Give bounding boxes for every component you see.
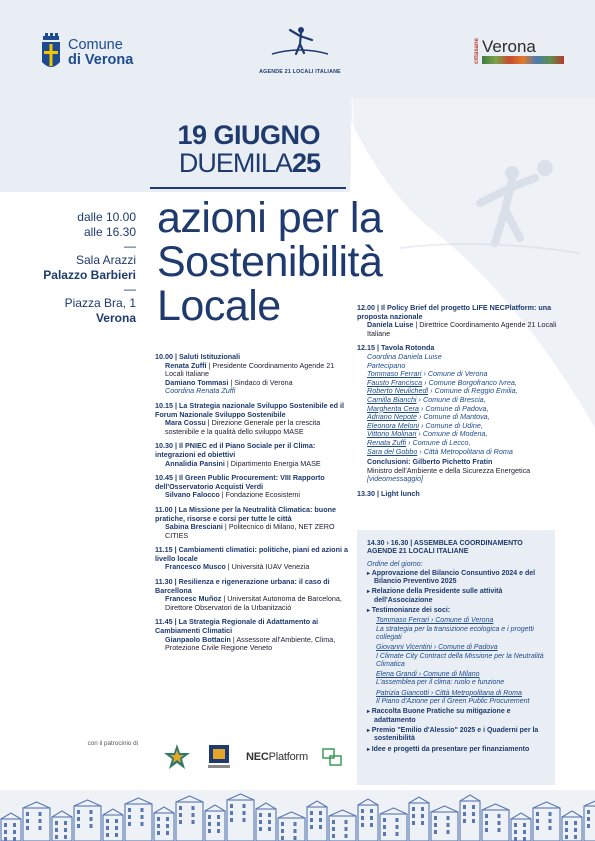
conclusions-role: Ministro dell'Ambiente e della Sicurezza Energetica [367, 465, 531, 475]
speaker-name: Mara Cossu [165, 418, 206, 428]
event-time: 10.00 [155, 352, 173, 361]
comune-logo [40, 32, 133, 74]
program-event [155, 474, 355, 500]
testimony-topic: I Climate City Contract della Missione per la Neutralità Climatica [376, 652, 544, 668]
verona-crest-icon [40, 32, 62, 74]
event-title: Il Policy Brief del progetto LIFE NECPlatform: una proposta nazionale [357, 303, 552, 321]
event-title: Resilienza e rigenerazione urbana: il caso di Barcellona [155, 577, 330, 595]
testimony-topic: La strategia per la transizione ecologica e i progetti collegati [376, 625, 534, 641]
divider: — [124, 282, 136, 296]
title-line1: azioni per la [157, 194, 383, 242]
event-heading: 12.15 | Tavola Rotonda [357, 343, 435, 353]
agenda-item: ▸ Raccolta Buone Pratiche su mitigazione e adattamento [367, 708, 545, 725]
title-line3: Locale [157, 282, 281, 330]
participant-city: Comune di Modena, [422, 429, 488, 439]
time-to [40, 225, 136, 240]
participant: Camilla Bianchi › Comune di Brescia, [367, 394, 486, 404]
testimony [367, 690, 545, 707]
policy-brief-event [357, 304, 557, 338]
verona-wordmark: Verona [482, 37, 536, 56]
event-time: 11.30 [155, 577, 173, 587]
participant: Tommaso Ferrari › Comune di Verona [367, 369, 488, 379]
speaker-name: Francesc Muñoz [165, 594, 222, 604]
event-time: 11.45 [155, 617, 173, 627]
event-heading: 11.45 | La Strategia Regionale di Adattamento ai Cambiamenti Climatici [155, 617, 319, 636]
necp-text-b: Platform [268, 751, 308, 763]
program-event [155, 578, 355, 612]
participant-name: Renata Zuffi [367, 437, 407, 447]
round-table-event [357, 344, 557, 484]
star-logo-icon [162, 742, 192, 772]
province-crest-icon [206, 743, 232, 771]
title-line2: Sostenibilità [157, 238, 383, 286]
event-heading: 10.45 | Il Green Public Procurement: VIII Rapporto dell'Osservatorio Acquisti Verdi [155, 473, 325, 491]
testimony-speaker: Tommaso Ferrari › Comune di Verona [376, 617, 494, 625]
speaker-name: Annalidia Pansini [165, 458, 225, 468]
necplatform-logo [246, 751, 308, 763]
patronage-label: con il patrocinio di [87, 740, 138, 747]
venue-city: Verona [95, 310, 136, 325]
testimonies-list [367, 617, 545, 706]
agenda-item: ▸ Approvazione del Bilancio Consuntivo 2024 e del Bilancio Preventivo 2025 [367, 570, 545, 587]
program-morning [155, 353, 355, 659]
participant-city: Comune Borgofranco Ivrea, [428, 377, 517, 387]
program-event [155, 618, 355, 652]
venue-address: Piazza Bra, 1 [64, 296, 136, 310]
title-rule [150, 187, 346, 189]
event-heading: 10.00 | Saluti Istituzionali [155, 352, 241, 361]
time-from-text: dalle 10.00 [77, 210, 136, 224]
comune-line2: di Verona [68, 52, 134, 68]
event-time: 11.15 [155, 545, 173, 555]
speaker: Renata Zuffi | Presidente Coordinamento Agende 21 Locali Italiane [165, 360, 335, 379]
participant-name: Margherita Cera [367, 403, 419, 413]
speaker-role: Università IUAV Venezia [231, 562, 310, 572]
speaker-name: Francesco Musco [165, 562, 226, 572]
conclusions-name: Gilberto Pichetto Fratin [412, 457, 493, 467]
event-title: Light lunch [381, 488, 420, 498]
participant-city: Comune di Udine, [425, 420, 483, 430]
participant: Adriano Nepote › Comune di Mantova, [367, 412, 490, 422]
tightrope-walker-icon [268, 24, 332, 68]
agenda-item: ▸ Testimonianze dei soci: [367, 607, 545, 615]
event-time: 10.15 [155, 400, 173, 410]
year-light: DUEMILA [178, 148, 292, 178]
patronage-logos [162, 742, 342, 772]
speaker: Silvano Falocco | Fondazione Ecosistemi [165, 490, 300, 500]
event-time: 12.15 [357, 343, 375, 353]
speaker-role: Politecnico di Milano, NET ZERO CITIES [165, 522, 335, 540]
participant-city: Comune di Verona [427, 369, 488, 379]
event-heading: 12.00 | Il Policy Brief del progetto LIFE NECPlatform: una proposta nazionale [357, 303, 552, 321]
cittasane-label: cittàsane [474, 37, 480, 64]
venue-room: Sala Arazzi [75, 253, 136, 267]
program-midday [357, 304, 557, 504]
testimony-speaker: Giovanni Vicentini › Comune di Padova [376, 644, 498, 652]
speaker: Mara Cossu | Direzione Generale per la crescita sostenibile e la qualità dello sviluppo MASE [165, 418, 321, 436]
agenda-label: Ordine del giorno: [367, 560, 423, 568]
speaker: Gianpaolo Bottacin | Assessore all'Ambiente, Clima, Protezione Civile Regione Veneto [165, 634, 336, 653]
divider: — [124, 239, 136, 253]
event-time: 10.45 [155, 473, 173, 483]
agende21-logo [255, 24, 345, 75]
event-title: La Strategia nazionale Sviluppo Sostenibile ed il Forum Nazionale Sviluppo Sostenibile [155, 400, 344, 419]
agende21-label: AGENDE 21 LOCALI ITALIANE [259, 69, 341, 75]
speaker-name: Renata Zuffi [165, 360, 207, 370]
city-skyline [0, 790, 595, 841]
speaker: Francesco Musco | Università IUAV Venezia [165, 562, 310, 572]
event-title: Il PNIEC ed il Piano Sociale per il Clima: integrazioni ed obiettivi [155, 441, 316, 459]
participant-name: Fausto Francisca [367, 377, 423, 387]
program-event [155, 442, 355, 468]
event-year [150, 148, 320, 178]
participant-city: Comune di Brescia, [422, 394, 486, 404]
event-title: Cambiamenti climatici: politiche, piani ed azioni a livello locale [155, 545, 348, 563]
participant-city: Comune di Padova, [425, 403, 489, 413]
coordinator: Coordina Renata Zuffi [165, 386, 236, 396]
event-time: 11.00 [155, 504, 173, 514]
speaker: Sabina Bresciani | Politecnico di Milano, NET ZERO CITIES [165, 522, 335, 540]
assembly-header: 14.30 › 16.30 | ASSEMBLEA COORDINAMENTO AGENDE 21 LOCALI ITALIANE [367, 540, 523, 556]
speaker-role: Assessore all'Ambiente, Clima, Protezione Civile Regione Veneto [165, 634, 336, 653]
testimony-speaker: Patrizia Giancotti › Città Metropolitana di Roma [376, 689, 522, 697]
participant: Eleonora Meloni › Comune di Udine, [367, 420, 483, 430]
program-event [155, 506, 355, 540]
participants-list [357, 370, 557, 456]
conclusions-note: [videomessaggio] [367, 474, 423, 484]
speaker-role: Fondazione Ecosistemi [225, 490, 300, 500]
participants-label: Partecipano [367, 360, 406, 370]
conclusions [357, 458, 557, 484]
participant: Fausto Francisca › Comune Borgofranco Ivrea, [367, 377, 517, 387]
speaker-name: Daniela Luise [367, 320, 414, 330]
agenda-item: ▸ Idee e progetti da presentare per finanziamento [367, 746, 545, 754]
participant-name: Sara del Gobbo [367, 446, 418, 456]
participant: Roberto Neulichedl › Comune di Reggio Emilia, [367, 386, 518, 396]
participant-city: Comune di Mantova, [423, 412, 490, 422]
participant-city: Comune di Reggio Emilia, [434, 386, 518, 396]
speaker: Francesc Muñoz | Universitat Autonoma de Barcelona, Direttore Observatori de la Urbanització [165, 594, 342, 612]
coord-name: Daniela Luise [398, 351, 442, 361]
participant-name: Eleonora Meloni [367, 420, 419, 430]
event-time: 13.30 [357, 488, 375, 498]
event-heading: 11.00 | La Missione per la Neutralità Climatica: buone pratiche, risorse e corsi per tutte le città [155, 504, 336, 523]
necplatform-icon [322, 747, 342, 767]
necp-text-a: NEC [246, 751, 269, 763]
event-time: 10.30 [155, 441, 173, 451]
verona-cittasane-logo [474, 38, 564, 64]
event-heading: 10.15 | La Strategia nazionale Sviluppo Sostenibile ed il Forum Nazionale Sviluppo Sostenibile [155, 400, 344, 419]
agenda-item: ▸ Premio "Emilio d'Alessio" 2025 e i Quaderni per la sostenibilità [367, 727, 545, 744]
assembly-box [357, 530, 555, 785]
testimony [367, 671, 545, 688]
participant: Vittorio Molinari › Comune di Modena, [367, 429, 488, 439]
participant: Sara del Gobbo › Città Metropolitana di Roma [367, 446, 513, 456]
event-heading: 11.15 | Cambiamenti climatici: politiche, piani ed azioni a livello locale [155, 545, 348, 563]
event-heading: 11.30 | Resilienza e rigenerazione urbana: il caso di Barcellona [155, 577, 330, 595]
event-info [40, 210, 136, 325]
testimony-topic: L'assemblea per il clima: ruolo e funzione [376, 679, 505, 687]
comune-name [68, 38, 133, 68]
testimony [367, 644, 545, 669]
testimony-speaker: Elena Grandi › Comune di Milano [376, 671, 480, 679]
speaker-role: Direttrice Coordinamento Agende 21 Locali Italiane [367, 320, 557, 338]
event-title: La Missione per la Neutralità Climatica: buone pratiche, risorse e corsi per tutte le città [155, 504, 336, 523]
time-to-text: alle 16.30 [83, 224, 136, 239]
speaker-name: Sabina Bresciani [165, 522, 223, 532]
participant: Renata Zuffi › Comune di Lecco, [367, 437, 471, 447]
speaker-role: Direzione Generale per la crescita sostenibile e la qualità dello sviluppo MASE [165, 418, 321, 436]
event-title: Tavola Rotonda [381, 343, 435, 353]
speaker-role: Presidente Coordinamento Agende 21 Locali Italiane [165, 360, 335, 379]
speaker: Daniela Luise | Direttrice Coordinamento Agende 21 Locali Italiane [367, 320, 557, 338]
participant-name: Roberto Neulichedl [367, 386, 429, 396]
participant: Margherita Cera › Comune di Padova, [367, 403, 489, 413]
participant-name: Camilla Bianchi [367, 394, 417, 404]
participant-name: Vittorio Molinari [367, 429, 417, 439]
conclusions-label: Conclusioni: [367, 457, 411, 467]
speaker-name: Damiano Tommasi [165, 377, 229, 387]
program-event [155, 353, 355, 396]
event-heading: 10.30 | Il PNIEC ed il Piano Sociale per il Clima: integrazioni ed obiettivi [155, 441, 316, 459]
comune-line1: Comune [68, 37, 123, 53]
event-title: La Strategia Regionale di Adattamento ai Cambiamenti Climatici [155, 617, 319, 636]
time-from [40, 210, 136, 225]
speaker: Annalidia Pansini | Dipartimento Energia MASE [165, 458, 321, 468]
lunch-event [357, 490, 557, 499]
testimony-topic: Il Piano d'Azione per il Green Public Procurement [376, 698, 530, 706]
year-bold: 25 [291, 148, 320, 178]
event-title: Saluti Istituzionali [179, 352, 241, 361]
event-title: Il Green Public Procurement: VIII Rapporto dell'Osservatorio Acquisti Verdi [155, 473, 325, 491]
event-heading: 13.30 | Light lunch [357, 488, 420, 498]
speaker-name: Gianpaolo Bottacin [165, 634, 231, 644]
speaker: Damiano Tommasi | Sindaco di Verona [165, 377, 293, 387]
participant-name: Tommaso Ferrari [367, 369, 422, 379]
event-date: 19 GIUGNO [177, 120, 320, 150]
participant-name: Adriano Nepote [367, 412, 417, 422]
speaker-role: Universitat Autonoma de Barcelona, Direttore Observatori de la Urbanització [165, 594, 342, 612]
speaker-name: Silvano Falocco [165, 490, 220, 500]
event-time: 12.00 [357, 303, 375, 312]
verona-color-stripe [482, 56, 564, 64]
agenda-item: ▸ Relazione della Presidente sulle attività dell'Associazione [367, 588, 545, 605]
speaker-role: Dipartimento Energia MASE [230, 458, 321, 468]
program-event [155, 402, 355, 436]
participant-city: Comune di Lecco, [412, 437, 471, 447]
program-event [155, 546, 355, 572]
speaker-role: Sindaco di Verona [234, 377, 293, 387]
participant-city: Città Metropolitana di Roma [423, 446, 513, 456]
coord-label: Coordina [367, 351, 397, 361]
event-title [157, 196, 382, 328]
testimony [367, 617, 545, 642]
venue-building: Palazzo Barbieri [43, 267, 136, 282]
